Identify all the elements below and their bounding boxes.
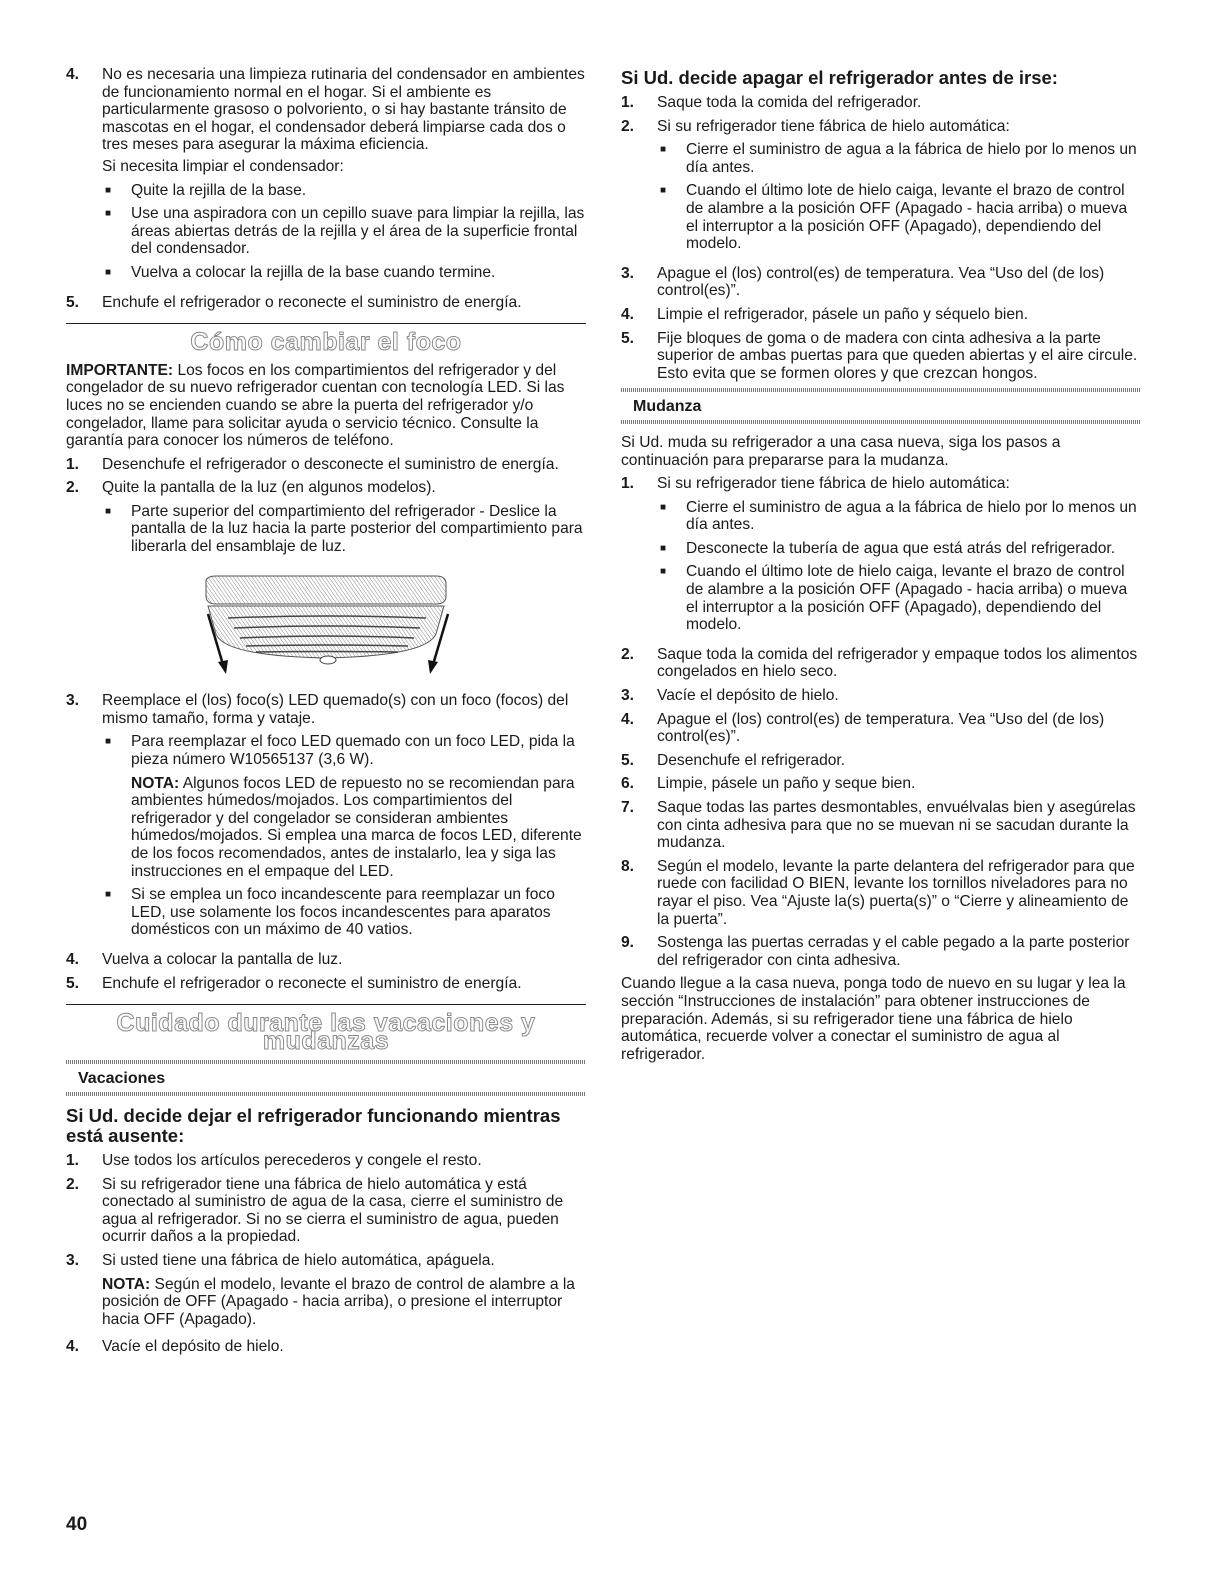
list-item: 1. Saque toda la comida del refrigerador. [621,94,922,111]
list-item: 4. Vuelva a colocar la pantalla de luz. [66,950,343,968]
list-item: 3. Apague el (los) control(es) de temperatura. Vea “Uso del (de los) control(es)”. [621,264,1105,300]
list-item: 5. Fije bloques de goma o de madera con cinta adhesiva a la parte superior de ambas puertas para que queden abiertas y el aire circule. Esto evita que se formen olores y que crezcan hongos. [621,329,1138,382]
bullet-item: ■ Vuelva a colocar la rejilla de la base cuando termine. [105,263,496,281]
list-item: 8. Según el modelo, levante la parte delantera del refrigerador para que ruede con facilidad O BIEN, levante los tornillos niveladores para no rayar el piso. Vea “Ajuste la(s) puerta(s)” o “Cierre y alineamiento de la puerta”. [621,857,1135,928]
bullet-item: ■ Use una aspiradora con un cepillo suave para limpiar la rejilla, las áreas abiertas detrás de la rejilla y el área de la superficie frontal del condensador. [105,205,585,258]
list-item: 2. Si su refrigerador tiene fábrica de hielo automática: ■ Cierre el suministro de agua a la fábrica de hielo por lo menos un día antes. ■ Cuando el último lote de hielo caiga, levante el brazo de control de alambre a la posición OFF (Apagado - hacia arriba) o mueva el interruptor a la posición OFF (Apagado), dependiendo del modelo. [621,118,1141,259]
section-title: Cuidado durante las vacaciones y mudanzas [116,1009,536,1055]
list-item: 2. Si su refrigerador tiene una fábrica de hielo automática y está conectado al suministro de agua de la casa, cierre el suministro de agua al refrigerador. Si no se cierra el suministro de agua, pueden ocurrir daños a la propiedad. [66,1175,564,1246]
section-title: Cómo cambiar el foco [190,328,462,357]
item-subtext: Si necesita limpiar el condensador: [102,157,344,175]
list-item: 4. Limpie el refrigerador, pásele un paño y séquelo bien. [621,305,1029,323]
bullet-item: ■ Para reemplazar el foco LED quemado con un foco LED, pida la pieza número W10565137 (3,6 W). NOTA: Algunos focos LED de repuesto no se recomiendan para ambientes húmedos/mojados. Los compartimientos del refrigerador y del congelador se consideran ambientes húmedos/mojados. Si emplea una marca de focos LED, diferente de los focos recomendados, antes de instalarlo, lea y siga las instrucciones en el empaque del LED. [102,733,586,880]
section-divider [66,1004,586,1005]
bold-heading: Si Ud. decide apagar el refrigerador antes de irse: [621,67,1058,88]
right-column [621,66,1141,1063]
list-item: 5. Enchufe el refrigerador o reconecte el suministro de energía. [66,293,522,311]
bullet-item: ■ Cierre el suministro de agua a la fábrica de hielo por lo menos un día antes. [660,141,1137,176]
list-item: 2. Quite la pantalla de la luz (en algunos modelos). ■ Parte superior del compartimiento del refrigerador - Deslice la pantalla de la luz hacia la parte posterior del compartimiento para liberarla del ensamblaje de luz. [66,479,586,561]
bullet-item: ■ Desconecte la tubería de agua que está atrás del refrigerador. [660,539,1116,557]
list-item: 1. Si su refrigerador tiene fábrica de hielo automática: ■ Cierre el suministro de agua a la fábrica de hielo por lo menos un día antes. ■ Desconecte la tubería de agua que está atrás del refrigerador. ■ Cuando el último lote de hielo caiga, levante el brazo de control de alambre a la posición OFF (Apagado - hacia arriba) o mueva el interruptor a la posición OFF (Apagado), dependiendo del modelo. [621,475,1141,640]
bold-heading: Si Ud. decide dejar el refrigerador funcionando mientras está ausente: [66,1104,561,1146]
subsection-rule [66,1092,586,1096]
item-text: No es necesaria una limpieza rutinaria del condensador en ambientes de funcionamiento normal en el hogar. Si el ambiente es particularmente grasoso o polvoriento, o si hay bastante tránsito de mascotas en el hogar, el condensador deberá limpiarse cada dos o tres meses para asegurar la máxima eficiencia. [102,66,585,154]
note: NOTA: Algunos focos LED de repuesto no se recomiendan para ambientes húmedos/mojados. Los compartimientos del refrigerador y del congelador se consideran ambientes húmedos/mojados. Si emplea una marca de focos LED, diferente de los focos recomendados, antes de instalarlo, lea y siga las instrucciones en el empaque del LED. [131,774,582,880]
list-item: 2. Saque toda la comida del refrigerador y empaque todos los alimentos congelados en hielo seco. [621,645,1138,681]
item-number: 4. [66,66,80,83]
list-item: 1. Use todos los artículos perecederos y congele el resto. [66,1151,482,1169]
list-item: 5. Desenchufe el refrigerador. [621,751,846,769]
important-paragraph: IMPORTANTE: Los focos en los compartimientos del refrigerador y del congelador de su nuevo refrigerador cuentan con tecnología LED. Si las luces no se encienden cuando se abre la puerta del refrigerador y/o congelador, llame para solicitar ayuda o servicio técnico. Consulte la garantía para conocer los números de teléfono. [66,361,565,450]
left-column [66,66,586,1362]
subsection-heading: Vacaciones [78,1070,166,1088]
light-shield-illustration [136,574,522,678]
list-item: 6. Limpie, pásele un paño y seque bien. [621,775,916,793]
list-item: 3. Si usted tiene una fábrica de hielo automática, apáguela. NOTA: Según el modelo, levante el brazo de control de alambre a la posición de OFF (Apagado - hacia arriba), o presione el interruptor hacia OFF (Apagado). [66,1252,586,1328]
bullet-item: ■ Cierre el suministro de agua a la fábrica de hielo por lo menos un día antes. [660,498,1137,534]
bullet-item: ■ Cuando el último lote de hielo caiga, levante el brazo de control de alambre a la posición OFF (Apagado - hacia arriba) o mueva el interruptor a la posición OFF (Apagado), dependiendo del modelo. [660,182,1128,253]
bullet-item: ■ Cuando el último lote de hielo caiga, levante el brazo de control de alambre a la posición OFF (Apagado - hacia arriba) o mueva el interruptor a la posición OFF (Apagado), dependiendo del modelo. [660,563,1128,634]
bullet-item: ■ Si se emplea un foco incandescente para reemplazar un foco LED, use solamente los focos incandescentes para aparatos domésticos con un máximo de 40 vatios. [105,886,555,939]
list-item: 4. Apague el (los) control(es) de temperatura. Vea “Uso del (de los) control(es)”. [621,710,1105,746]
list-item: 4. Vacíe el depósito de hielo. [66,1338,284,1356]
bullet-item: ■ Quite la rejilla de la base. [105,181,307,199]
list-item [66,66,586,288]
subsection-heading: Mudanza [633,398,702,416]
subsection-rule [621,420,1141,424]
list-item: 3. Vacíe el depósito de hielo. [621,687,839,705]
page-number: 40 [66,1514,88,1535]
section-divider [66,323,586,324]
list-item: 1. Desenchufe el refrigerador o desconecte el suministro de energía. [66,455,559,473]
list-item: 9. Sostenga las puertas cerradas y el cable pegado a la parte posterior del refrigerador con cinta adhesiva. [621,934,1130,969]
intro-paragraph: Si Ud. muda su refrigerador a una casa nueva, siga los pasos a continuación para prepararse para la mudanza. [621,433,1061,469]
list-item: 7. Saque todas las partes desmontables, envuélvalas bien y asegúrelas con cinta adhesiva para que no se muevan ni se sacudan durante la mudanza. [621,799,1136,852]
list-item: 3. Reemplace el (los) foco(s) LED quemado(s) con un foco (focos) del mismo tamaño, forma y vataje. ■ Para reemplazar el foco LED quemado con un foco LED, pida la pieza número W10565137 (3,6 W). NOTA: Algunos focos LED de repuesto no se recomiendan para ambientes húmedos/mojados. Los compartimientos del refrigerador y del congelador se consideran ambientes húmedos/mojados. Si emplea una marca de focos LED, diferente de los focos recomendados, antes de instalarlo, lea y siga las instrucciones en el empaque del LED. ■ Si se emplea un foco incandescente para reemplazar un foco LED, use solamente los focos incandescentes para aparatos domésticos con un máximo de 40 vatios. [66,692,586,945]
closing-paragraph: Cuando llegue a la casa nueva, ponga todo de nuevo en su lugar y lea la sección “Instrucciones de instalación” para obtener instrucciones de preparación. Además, si su refrigerador tiene una fábrica de hielo automática, recuerde volver a conectar el suministro de agua al refrigerador. [621,975,1126,1063]
note: NOTA: Según el modelo, levante el brazo de control de alambre a la posición de OFF (Apagado - hacia arriba), o presione el interruptor hacia OFF (Apagado). [102,1275,575,1328]
list-item: 5. Enchufe el refrigerador o reconecte el suministro de energía. [66,974,522,992]
bullet-item: ■ Parte superior del compartimiento del refrigerador - Deslice la pantalla de la luz hacia la parte posterior del compartimiento para liberarla del ensamblaje de luz. [105,502,583,556]
